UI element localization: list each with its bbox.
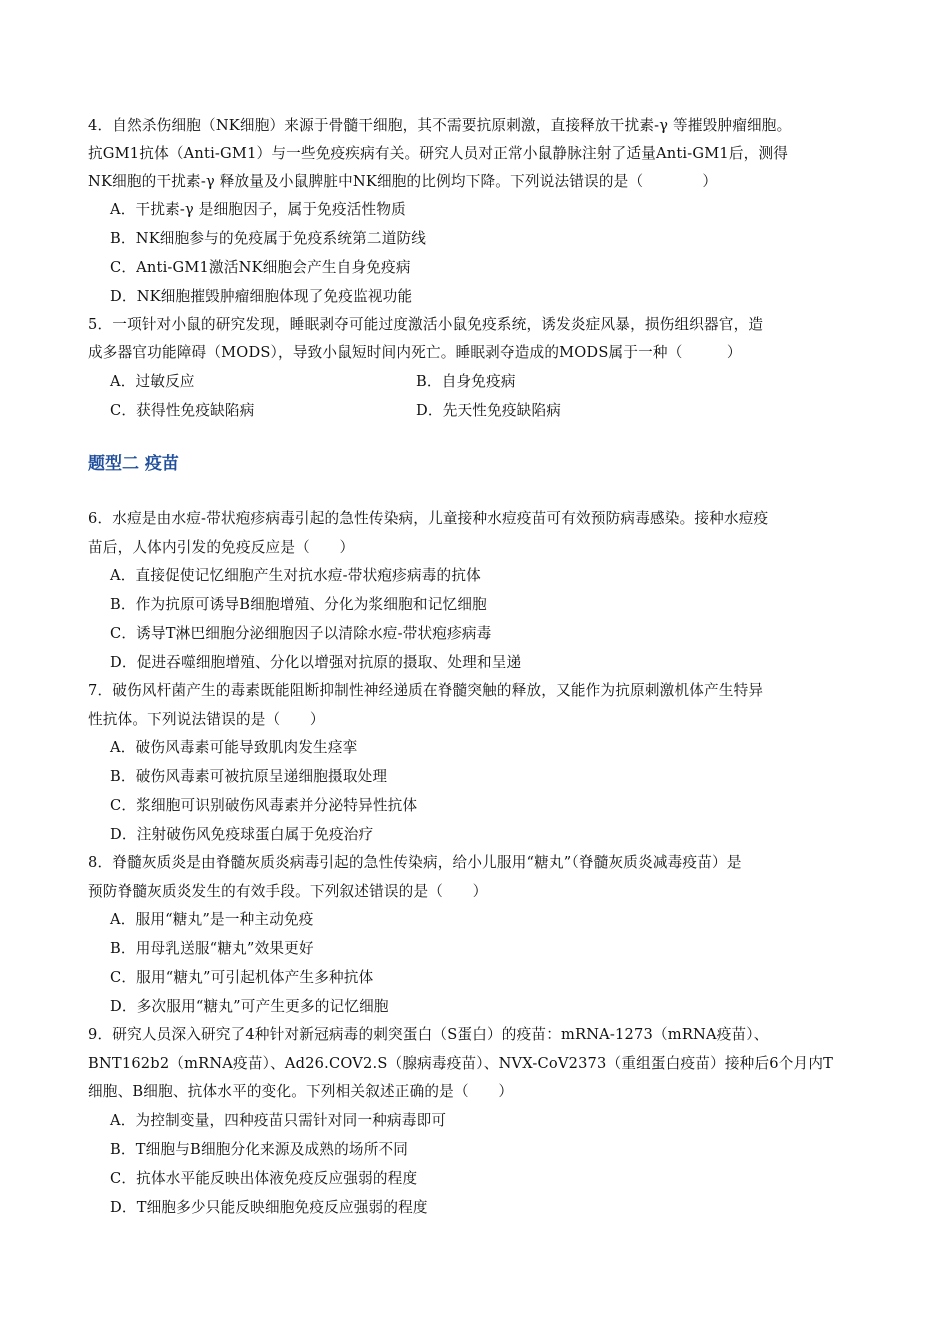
question-6-option-b: B．作为抗原可诱导B细胞增殖、分化为浆细胞和记忆细胞	[110, 596, 487, 613]
question-4-option-d: D．NK细胞摧毁肿瘤细胞体现了免疫监视功能	[110, 288, 413, 305]
question-4-option-b: B．NK细胞参与的免疫属于免疫系统第二道防线	[110, 230, 427, 247]
question-8-stem-line-2: 预防脊髓灰质炎发生的有效手段。下列叙述错误的是（ ）	[88, 883, 488, 900]
question-6-option-a: A．直接促使记忆细胞产生对抗水痘-带状疱疹病毒的抗体	[110, 567, 481, 584]
question-6-option-d: D．促进吞噬细胞增殖、分化以增强对抗原的摄取、处理和呈递	[110, 654, 522, 671]
question-6-stem-line-1: 6．水痘是由水痘-带状疱疹病毒引起的急性传染病，儿童接种水痘疫苗可有效预防病毒感染。接种水痘疫	[88, 510, 769, 527]
question-9-stem-line-3: 细胞、B细胞、抗体水平的变化。下列相关叙述正确的是（ ）	[88, 1083, 514, 1100]
section-title: 题型二 疫苗	[88, 454, 179, 474]
question-7-stem-line-2: 性抗体。下列说法错误的是（ ）	[88, 711, 325, 728]
question-4-stem-line-3: NK细胞的干扰素-γ 释放量及小鼠脾脏中NK细胞的比例均下降。下列说法错误的是（ ）	[88, 173, 718, 190]
question-4-option-a: A．干扰素-γ 是细胞因子，属于免疫活性物质	[110, 201, 406, 218]
question-9-option-a: A．为控制变量，四种疫苗只需针对同一种病毒即可	[110, 1112, 447, 1129]
question-8-stem-line-1: 8．脊髓灰质炎是由脊髓灰质炎病毒引起的急性传染病，给小儿服用“糖丸”（脊髓灰质炎减毒疫苗）是	[88, 854, 742, 871]
question-8-option-b: B．用母乳送服“糖丸”效果更好	[110, 940, 314, 957]
question-4-stem-line-2: 抗GM1抗体（Anti-GM1）与一些免疫疾病有关。研究人员对正常小鼠静脉注射了适量Anti-GM1后，测得	[88, 145, 789, 162]
question-9-stem-line-2: BNT162b2（mRNA疫苗）、Ad26.COV2.S（腺病毒疫苗）、NVX-CoV2373（重组蛋白疫苗）接种后6个月内T	[88, 1055, 834, 1072]
question-5-stem-line-2: 成多器官功能障碍（MODS），导致小鼠短时间内死亡。睡眠剥夺造成的MODS属于一种（ ）	[88, 344, 742, 361]
question-8-option-a: A．服用“糖丸”是一种主动免疫	[110, 911, 314, 928]
question-7-option-d: D．注射破伤风免疫球蛋白属于免疫治疗	[110, 826, 374, 843]
question-5-option-d: D．先天性免疫缺陷病	[416, 402, 562, 419]
question-5-option-c: C．获得性免疫缺陷病	[110, 402, 255, 419]
question-7-option-c: C．浆细胞可识别破伤风毒素并分泌特异性抗体	[110, 797, 418, 814]
question-6-stem-line-2: 苗后，人体内引发的免疫反应是（ ）	[88, 539, 355, 556]
question-7-option-b: B．破伤风毒素可被抗原呈递细胞摄取处理	[110, 768, 388, 785]
question-9-option-b: B．T细胞与B细胞分化来源及成熟的场所不同	[110, 1141, 409, 1158]
question-9-stem-line-1: 9．研究人员深入研究了4种针对新冠病毒的刺突蛋白（S蛋白）的疫苗：mRNA-1273（mRNA疫苗）、	[88, 1026, 769, 1043]
question-7-option-a: A．破伤风毒素可能导致肌肉发生痉挛	[110, 739, 358, 756]
question-9-option-c: C．抗体水平能反映出体液免疫反应强弱的程度	[110, 1170, 418, 1187]
question-5-stem-line-1: 5．一项针对小鼠的研究发现，睡眠剥夺可能过度激活小鼠免疫系统，诱发炎症风暴，损伤组织器官，造	[88, 316, 764, 333]
question-9-option-d: D．T细胞多少只能反映细胞免疫反应强弱的程度	[110, 1199, 428, 1216]
question-8-option-c: C．服用“糖丸”可引起机体产生多种抗体	[110, 969, 374, 986]
question-6-option-c: C．诱导T淋巴细胞分泌细胞因子以清除水痘-带状疱疹病毒	[110, 625, 492, 642]
question-7-stem-line-1: 7．破伤风杆菌产生的毒素既能阻断抑制性神经递质在脊髓突触的释放，又能作为抗原刺激机体产生特异	[88, 682, 764, 699]
question-5-option-a: A．过敏反应	[110, 373, 195, 390]
question-4-option-c: C．Anti-GM1激活NK细胞会产生自身免疫病	[110, 259, 411, 276]
question-4-stem-line-1: 4．自然杀伤细胞（NK细胞）来源于骨髓干细胞，其不需要抗原刺激，直接释放干扰素-γ 等摧毁肿瘤细胞。	[88, 117, 792, 134]
question-5-option-b: B．自身免疫病	[416, 373, 516, 390]
question-8-option-d: D．多次服用“糖丸”可产生更多的记忆细胞	[110, 998, 389, 1015]
